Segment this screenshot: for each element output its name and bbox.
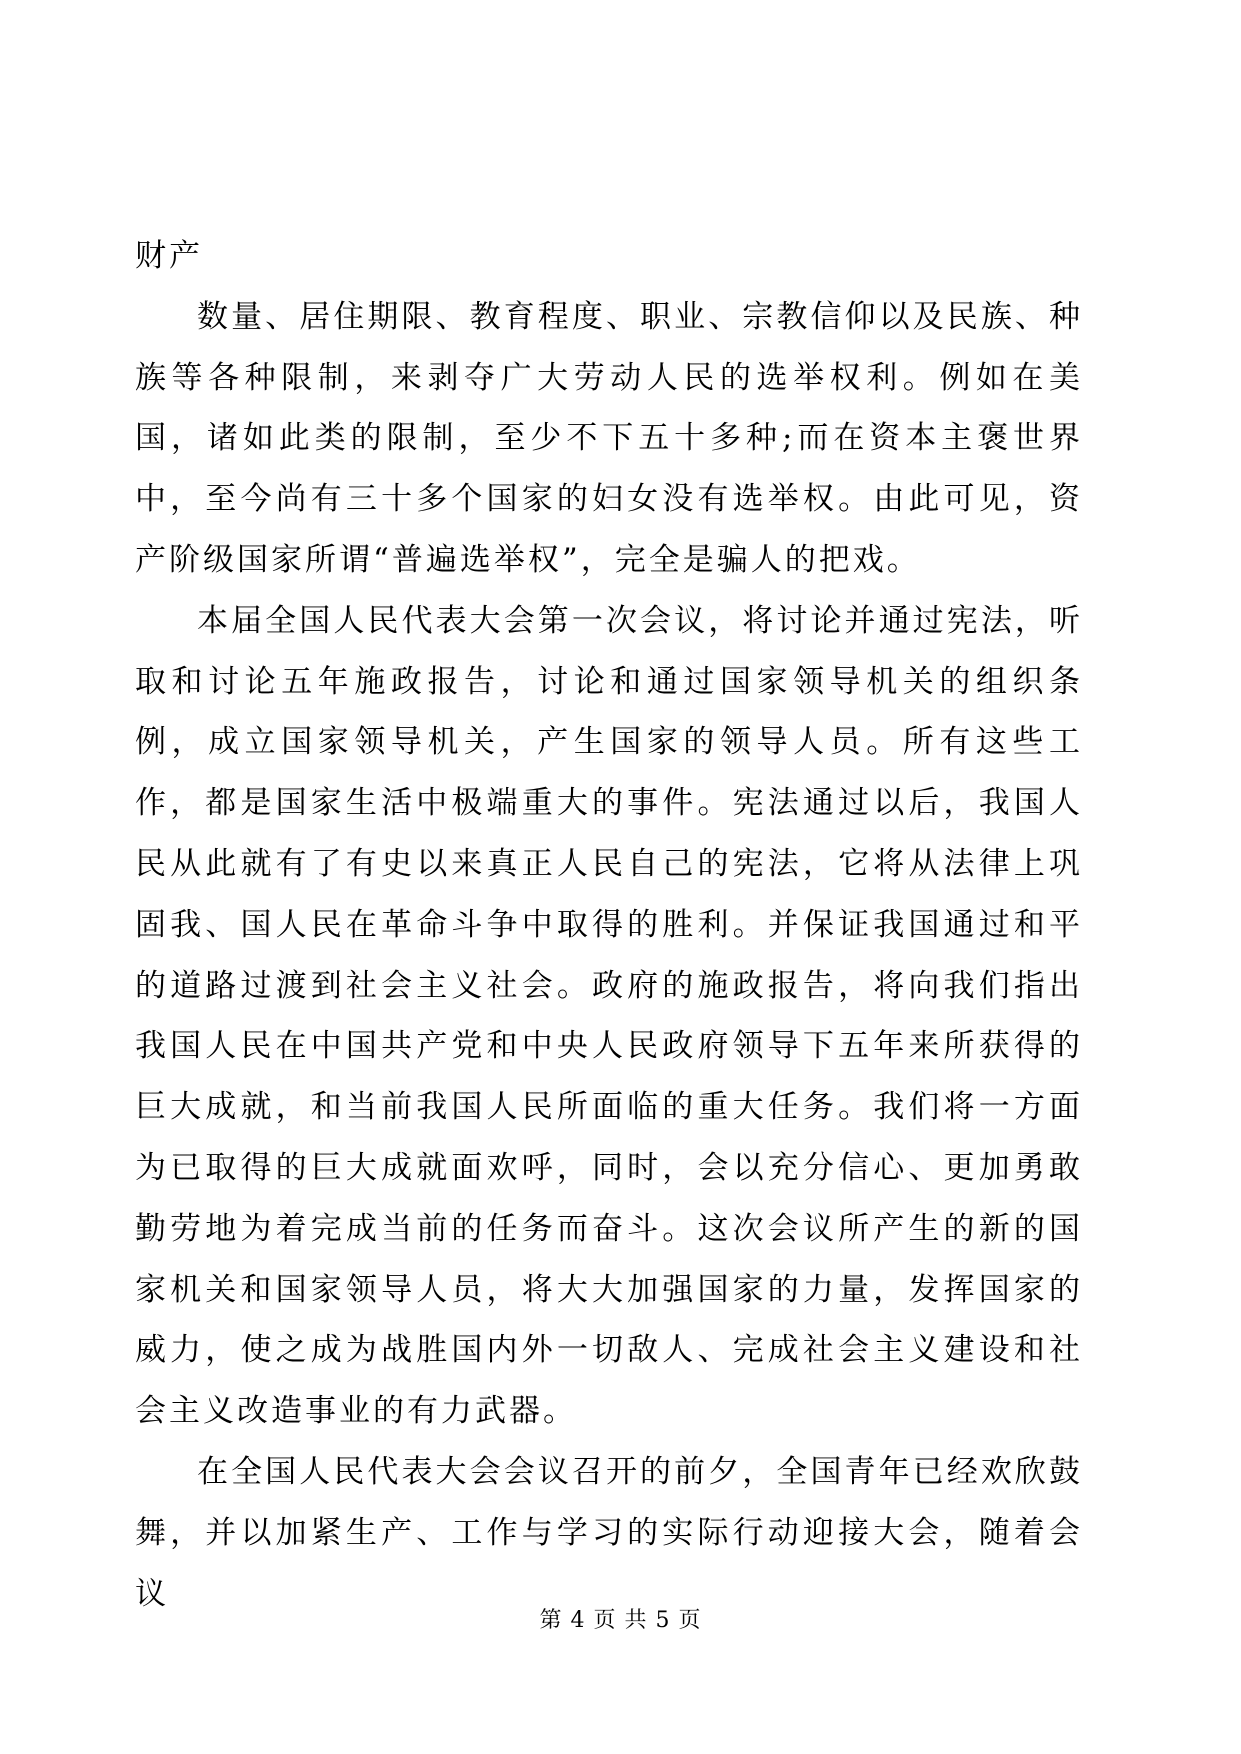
paragraph-3: 本届全国人民代表大会第一次会议，将讨论并通过宪法，听取和讨论五年施政报告，讨论和通过国家领导机关的组织条例，成立国家领导机关，产生国家的领导人员。所有这些工作，都是国家生活中极端重大的事件。宪法通过以后，我国人民从此就有了有史以来真正人民自己的宪法，它将从法律上巩固我、国人民在革命斗争中取得的胜利。并保证我国通过和平的道路过渡到社会主义社会。政府的施政报告，将向我们指出我国人民在中国共产党和中央人民政府领导下五年来所获得的巨大成就，和当前我国人民所面临的重大任务。我们将一方面为已取得的巨大成就面欢呼，同时，会以充分信心、更加勇敢勤劳地为着完成当前的任务而奋斗。这次会议所产生的新的国家机关和国家领导人员，将大大加强国家的力量，发挥国家的威力，使之成为战胜国内外一切敌人、完成社会主义建设和社会主义改造事业的有力武器。 bbox=[135, 602, 1083, 1430]
paragraph-4: 在全国人民代表大会会议召开的前夕，全国青年已经欢欣鼓舞，并以加紧生产、工作与学习的实际行动迎接大会，随着会议 bbox=[135, 1453, 1083, 1612]
document-body bbox=[135, 226, 1083, 1624]
paragraph-1: 财产 bbox=[135, 238, 203, 274]
paragraph-2: 数量、居住期限、教育程度、职业、宗教信仰以及民族、种族等各种限制，来剥夺广大劳动人民的选举权利。例如在美国，诸如此类的限制，至少不下五十多种;而在资本主褒世界中，至今尚有三十多个国家的妇女没有选举权。由此可见，资产阶级国家所谓“普遍选举权”，完全是骗人的把戏。 bbox=[135, 298, 1083, 578]
page-number-footer: 第 4 页 共 5 页 bbox=[539, 1608, 702, 1633]
